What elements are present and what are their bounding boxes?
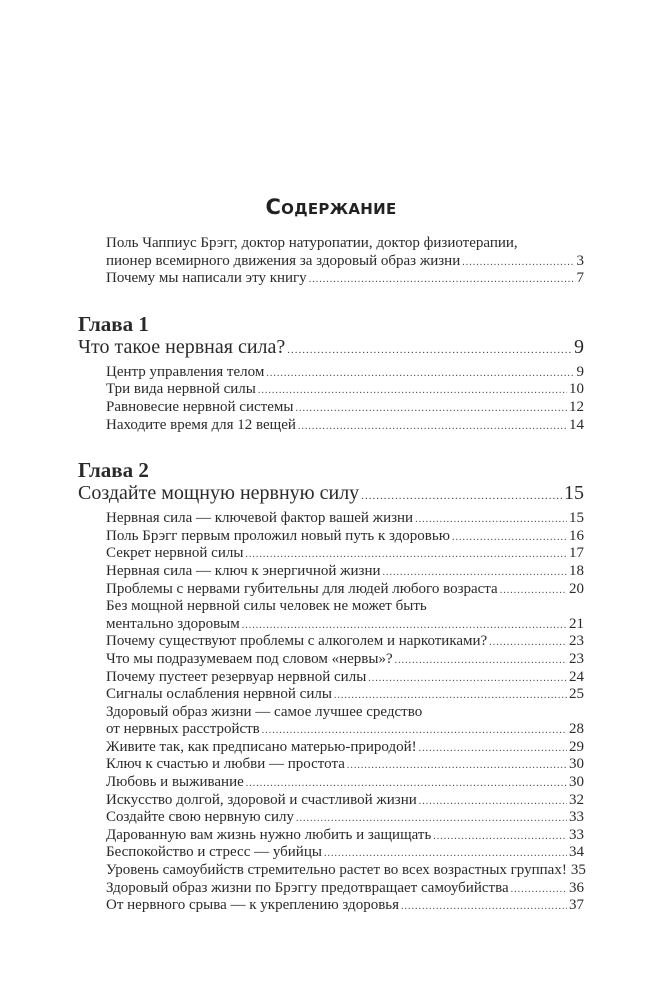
page-number: 18 [569, 562, 584, 579]
page-number: 23 [569, 650, 584, 667]
page-number: 33 [569, 826, 584, 843]
page-number: 33 [569, 809, 584, 826]
entry-text: пионер всемирного движения за здоровый образ жизни [106, 252, 461, 269]
entry-row [106, 739, 584, 757]
chapter-label: Глава 1 [78, 311, 149, 336]
toc-entry[interactable] [106, 756, 584, 774]
entry-row [106, 844, 584, 862]
entry-text: Нервная сила — ключ к энергичной жизни [106, 562, 381, 579]
entry-text: От нервного срыва — к укреплению здоровья [106, 897, 400, 914]
entry-row [106, 270, 584, 288]
dot-leader [361, 485, 562, 507]
toc-entry[interactable] [106, 704, 584, 739]
intro-entries [78, 235, 584, 288]
toc-entry[interactable] [106, 809, 584, 827]
dot-leader [242, 617, 567, 635]
dot-leader [246, 775, 567, 793]
dot-leader [415, 511, 567, 529]
entry-row [106, 381, 584, 399]
page-number: 23 [569, 633, 584, 650]
dot-leader [489, 634, 567, 652]
toc-entry[interactable] [106, 633, 584, 651]
page-number: 9 [576, 363, 584, 380]
entry-text: Проблемы с нервами губительны для людей любого возраста [106, 580, 498, 597]
entry-row [106, 563, 584, 581]
entry-row [106, 528, 584, 546]
entry-row [106, 581, 584, 599]
entry-row [106, 809, 584, 827]
page-number: 29 [569, 738, 584, 755]
entry-text: Почему пустеет резервуар нервной силы [106, 668, 367, 685]
entry-row [106, 774, 584, 792]
page-title: Содержание [265, 195, 397, 219]
toc-entry[interactable] [106, 510, 584, 528]
toc-entry[interactable] [106, 399, 584, 417]
page-number: 34 [569, 844, 584, 861]
dot-leader [287, 339, 572, 361]
page-number: 24 [569, 668, 584, 685]
entry-text: Дарованную вам жизнь нужно любить и защищать [106, 826, 432, 843]
entry-text: Искусство долгой, здоровой и счастливой жизни [106, 791, 417, 808]
entry-text: Беспокойство и стресс — убийцы [106, 844, 322, 861]
dot-leader [347, 757, 567, 775]
page-number: 20 [569, 580, 584, 597]
toc-entry[interactable] [106, 669, 584, 687]
chapter-section [78, 312, 584, 434]
entry-row [106, 862, 584, 880]
dot-leader [452, 529, 567, 547]
dot-leader [500, 582, 567, 600]
toc-entry[interactable] [106, 651, 584, 669]
dot-leader [401, 898, 567, 916]
entry-row [106, 827, 584, 845]
chapters [78, 312, 584, 915]
dot-leader [368, 670, 567, 688]
entry-row [106, 510, 584, 528]
chapter-entries [78, 510, 584, 915]
entry-text: Центр управления телом [106, 363, 265, 380]
toc-entry[interactable] [106, 880, 584, 898]
entry-row [106, 633, 584, 651]
entry-row [106, 721, 584, 739]
chapter-label: Глава 2 [78, 458, 149, 483]
dot-leader [419, 793, 567, 811]
entry-text: Любовь и выживание [106, 774, 244, 791]
toc-entry[interactable] [106, 545, 584, 563]
toc-entry[interactable] [106, 686, 584, 704]
page-number: 3 [576, 252, 584, 269]
dot-leader [298, 418, 567, 436]
entry-text: Живите так, как предписано матерью-природой! [106, 738, 417, 755]
page-number: 17 [569, 545, 584, 562]
page-number: 30 [569, 756, 584, 773]
entry-text: Поль Брэгг первым проложил новый путь к здоровью [106, 527, 450, 544]
entry-text: Уровень самоубийств стремительно растет во всех возрастных группах! [106, 862, 567, 879]
page-number: 12 [569, 398, 584, 415]
entry-text: Нервная сила — ключевой фактор вашей жизни [106, 510, 414, 527]
dot-leader [433, 828, 567, 846]
toc-entry[interactable] [106, 364, 584, 382]
entry-row [106, 792, 584, 810]
dot-leader [462, 254, 574, 272]
entry-text: Что мы подразумеваем под словом «нервы»? [106, 650, 393, 667]
chapter-entries [78, 364, 584, 434]
page-number: 9 [574, 335, 584, 358]
entry-row [106, 545, 584, 563]
dot-leader [266, 365, 574, 383]
entry-row [106, 364, 584, 382]
page-number: 35 [570, 862, 586, 879]
dot-leader [419, 740, 567, 758]
entry-row [106, 399, 584, 417]
dot-leader [395, 652, 567, 670]
toc-entry[interactable] [106, 862, 584, 880]
page-number: 21 [569, 615, 584, 632]
entry-text: ментально здоровым [106, 615, 240, 632]
entry-text: Здоровый образ жизни по Брэггу предотвращает самоубийства [106, 879, 509, 896]
entry-text: Равновесие нервной системы [106, 398, 294, 415]
dot-leader [324, 845, 567, 863]
page-number: 15 [569, 510, 584, 527]
page-number: 7 [576, 270, 584, 287]
entry-row [106, 756, 584, 774]
toc-entry[interactable] [106, 774, 584, 792]
toc-entry[interactable] [106, 563, 584, 581]
entry-text: Ключ к счастью и любви — простота [106, 756, 345, 773]
entry-row [106, 417, 584, 435]
chapter-title-row[interactable] [78, 482, 584, 504]
page-number: 25 [569, 686, 584, 703]
entry-text: Почему существуют проблемы с алкоголем и наркотиками? [106, 633, 488, 650]
dot-leader [258, 382, 567, 400]
entry-text: Здоровый образ жизни — самое лучшее средство [106, 703, 423, 720]
entry-text: Находите время для 12 вещей [106, 416, 296, 433]
toc-entry[interactable] [106, 270, 584, 288]
entry-text: Почему мы написали эту книгу [106, 270, 307, 287]
toc-entry[interactable] [106, 581, 584, 599]
chapter-title: Создайте мощную нервную силу [78, 482, 360, 505]
dot-leader [296, 810, 567, 828]
entry-row [106, 880, 584, 898]
chapter-title-row[interactable] [78, 336, 584, 358]
dot-leader [309, 271, 575, 289]
page-number: 37 [569, 897, 584, 914]
entry-text: от нервных расстройств [106, 721, 260, 738]
entry-text: Поль Чаппиус Брэгг, доктор натуропатии, доктор физиотерапии, [106, 235, 518, 251]
chapter-title: Что такое нервная сила? [78, 335, 286, 358]
page-number: 32 [569, 791, 584, 808]
toc-entry[interactable] [106, 897, 584, 915]
toc-entry[interactable] [106, 792, 584, 810]
entry-text: Без мощной нервной силы человек не может быть [106, 598, 427, 615]
toc-entry[interactable] [106, 528, 584, 546]
dot-leader [295, 400, 567, 418]
toc-entry[interactable] [106, 598, 584, 633]
toc-entry[interactable] [106, 235, 584, 270]
toc-entry[interactable] [106, 381, 584, 399]
page-number: 15 [564, 482, 584, 505]
entry-row [106, 651, 584, 669]
page-number: 10 [569, 381, 584, 398]
entry-text: Сигналы ослабления нервной силы [106, 686, 332, 703]
entry-row [106, 616, 584, 634]
toc-entry[interactable] [106, 417, 584, 435]
entry-text: Создайте свою нервную силу [106, 809, 294, 826]
dot-leader [383, 564, 568, 582]
page-number: 16 [569, 527, 584, 544]
chapter-section [78, 458, 584, 915]
dot-leader [262, 722, 567, 740]
dot-leader [334, 687, 567, 705]
page-number: 28 [569, 721, 584, 738]
page-number: 36 [569, 879, 584, 896]
dot-leader [511, 881, 567, 899]
entry-text: Три вида нервной силы [106, 381, 256, 398]
toc-entry[interactable] [106, 827, 584, 845]
toc-entry[interactable] [106, 739, 584, 757]
page-number: 30 [569, 774, 584, 791]
table-of-contents [78, 195, 584, 915]
toc-entry[interactable] [106, 844, 584, 862]
entry-row [106, 669, 584, 687]
page-number: 14 [569, 416, 584, 433]
entry-text: Секрет нервной силы [106, 545, 244, 562]
entry-row [106, 253, 584, 271]
entry-row [106, 686, 584, 704]
entry-row [106, 897, 584, 915]
dot-leader [245, 546, 567, 564]
